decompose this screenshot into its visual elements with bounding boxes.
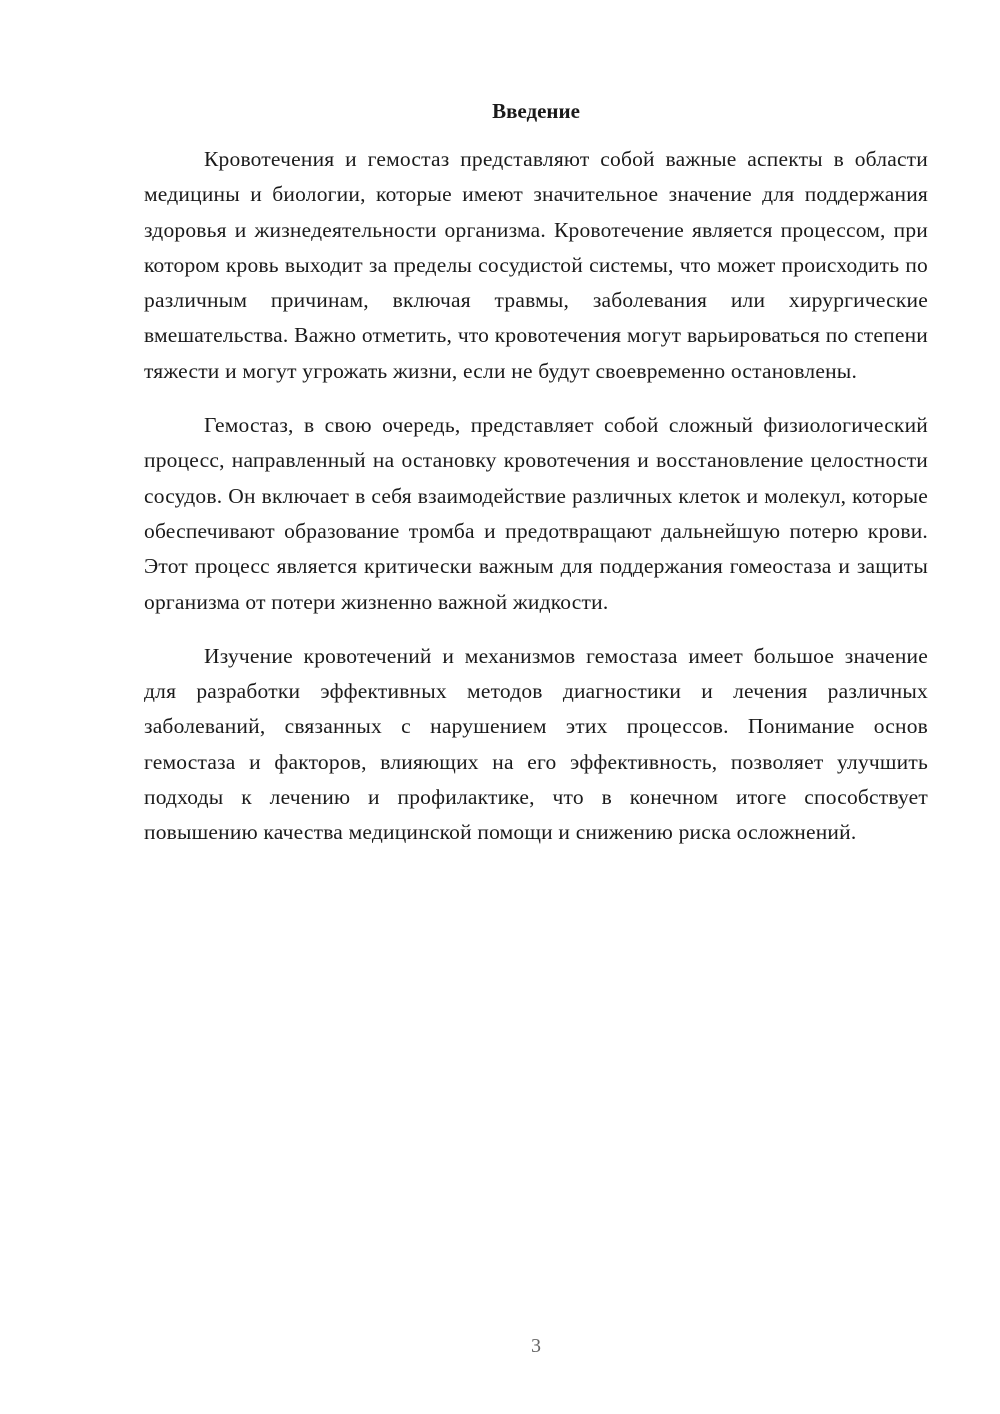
paragraph-1: Кровотечения и гемостаз представляют собой важные аспекты в области медицины и биологии, которые имеют значительное значение для поддержания здоровья и жизнедеятельности организма. Кровотечение является процессом, при котором кровь выходит за пределы сосудистой системы, что может происходить по различным причинам, включая травмы, заболевания или хирургические вмешательства. Важно отметить, что кровотечения могут варьироваться по степени тяжести и могут угрожать жизни, если не будут своевременно остановлены. [144,147,928,383]
body-text [144,142,928,870]
page-number: 3 [531,1335,541,1357]
paragraph-3: Изучение кровотечений и механизмов гемостаза имеет большое значение для разработки эффективных методов диагностики и лечения различных заболеваний, связанных с нарушением этих процессов. Понимание основ гемостаза и факторов, влияющих на его эффективность, позволяет улучшить подходы к лечению и профилактике, что в конечном итоге способствует повышению качества медицинской помощи и снижению риска осложнений. [144,643,928,845]
page-title: Введение [492,99,580,123]
paragraph-2: Гемостаз, в свою очередь, представляет собой сложный физиологический процесс, направленный на остановку кровотечения и восстановление целостности сосудов. Он включает в себя взаимодействие различных клеток и молекул, которые обеспечивают образование тромба и предотвращают дальнейшую потерю крови. Этот процесс является критически важным для поддержания гомеостаза и защиты организма от потери жизненно важной жидкости. [144,413,928,614]
